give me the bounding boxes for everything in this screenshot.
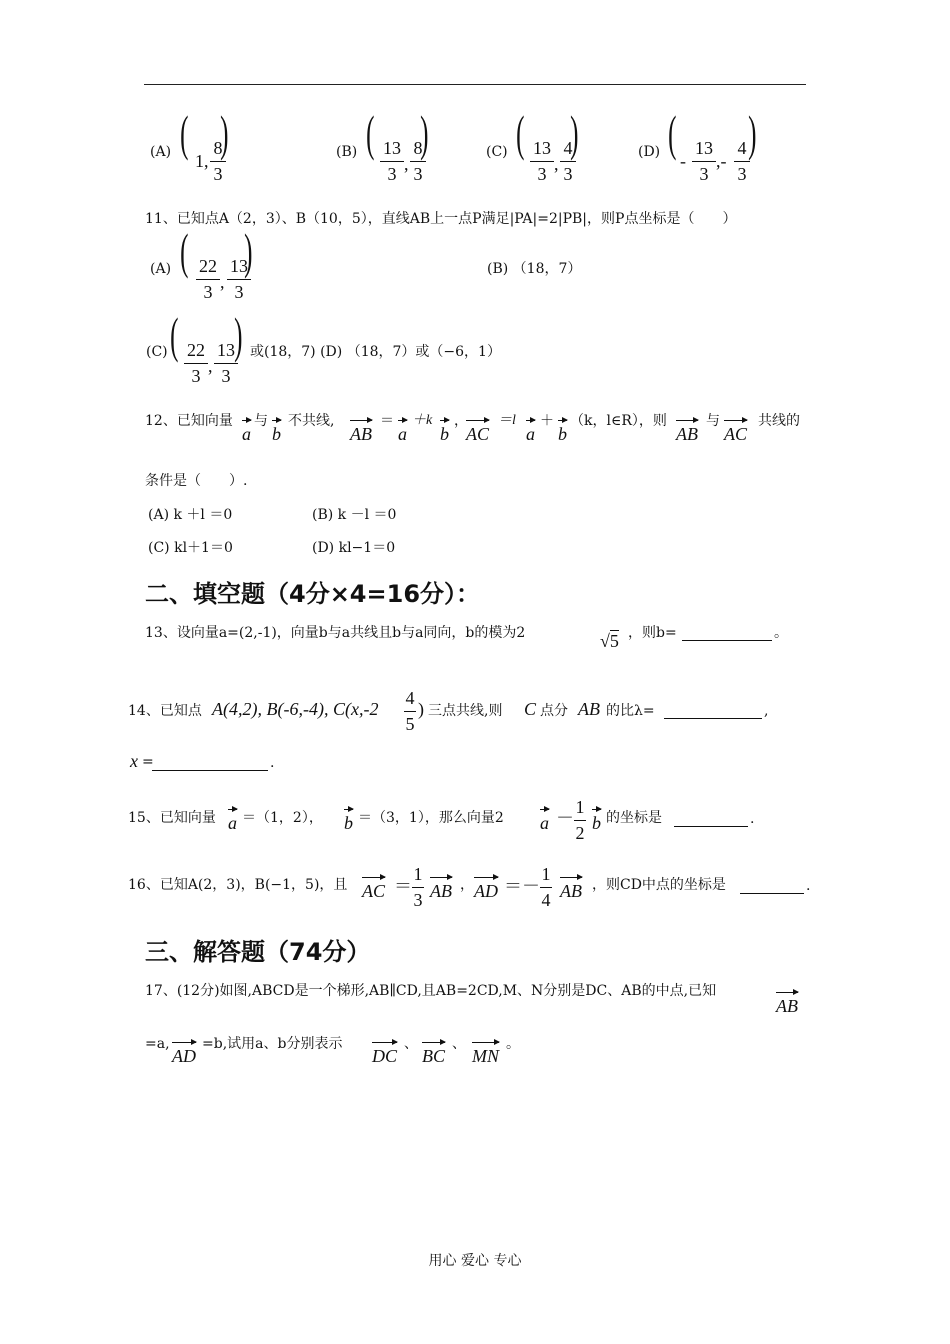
- vector-b: b: [272, 424, 281, 445]
- option-label: (D): [638, 144, 661, 160]
- vector-AB: AB: [776, 996, 798, 1017]
- option-label: (A): [150, 144, 172, 160]
- answer-blank[interactable]: [152, 758, 268, 771]
- vector-a: a: [526, 424, 535, 445]
- vector-AB: AB: [676, 424, 698, 445]
- vector-a: a: [540, 813, 549, 834]
- q12-condition: 条件是（ ）.: [145, 473, 248, 489]
- fraction: 22 3: [184, 340, 208, 387]
- vector-AB: AB: [350, 424, 372, 445]
- vector-b: b: [344, 813, 353, 834]
- answer-blank[interactable]: [664, 706, 762, 719]
- fraction: 1 4: [541, 864, 551, 910]
- answer-blank[interactable]: [674, 814, 748, 827]
- q12-option-a: (A) k ＋l ＝0: [148, 507, 233, 523]
- fraction: 4 3: [734, 138, 750, 185]
- vector-AD: AD: [474, 881, 498, 902]
- fraction: 4 5: [405, 688, 415, 734]
- fraction: 13 3: [214, 340, 238, 387]
- fraction: 4 3: [560, 138, 576, 185]
- vector-AB: AB: [430, 881, 452, 902]
- page-footer: 用心 爱心 专心: [428, 1253, 522, 1269]
- vector-AC: AC: [362, 881, 385, 902]
- vector-AD: AD: [172, 1046, 196, 1067]
- sqrt: √5: [600, 631, 619, 651]
- vector-AC: AC: [724, 424, 747, 445]
- vector-a: a: [242, 424, 251, 445]
- fraction: 13 3: [530, 138, 554, 185]
- vector-DC: DC: [372, 1046, 397, 1067]
- fraction: 1 3: [413, 864, 423, 910]
- fraction: 22 3: [196, 256, 220, 303]
- option-label: (B): [336, 144, 358, 160]
- fraction: 13 3: [380, 138, 404, 185]
- fraction: 1 2: [575, 797, 585, 843]
- vector-a: a: [398, 424, 407, 445]
- vector-AC: AC: [466, 424, 489, 445]
- vector-b: b: [558, 424, 567, 445]
- answer-blank[interactable]: [682, 628, 772, 641]
- vector-BC: BC: [422, 1046, 445, 1067]
- fraction: 8 3: [210, 138, 226, 185]
- fraction: 8 3: [410, 138, 426, 185]
- option-label: (C): [486, 144, 508, 160]
- q11-option-b: (B) （18，7）: [487, 261, 582, 277]
- q12-option-d: (D) kl−1＝0: [312, 540, 396, 556]
- fraction: 13 3: [227, 256, 251, 303]
- section-heading-fill-in: 二、填空题（4分×4=16分）：: [145, 580, 481, 608]
- option-value: 1,: [195, 151, 209, 171]
- vector-AB: AB: [560, 881, 582, 902]
- q11-stem: 11、已知点A（2，3）、B（10，5），直线AB上一点P满足|PA|=2|PB|，则P点坐标是（ ）: [145, 211, 737, 227]
- vector-a: a: [228, 813, 237, 834]
- q12-option-c: (C) kl＋1＝0: [148, 540, 233, 556]
- vector-b: b: [440, 424, 449, 445]
- answer-blank[interactable]: [740, 881, 804, 894]
- section-heading-solutions: 三、解答题（74分）: [145, 938, 371, 966]
- vector-b: b: [592, 813, 601, 834]
- fraction: 13 3: [692, 138, 716, 185]
- header-rule: [144, 84, 806, 85]
- vector-MN: MN: [472, 1046, 499, 1067]
- q12-option-b: (B) k －l ＝0: [312, 507, 397, 523]
